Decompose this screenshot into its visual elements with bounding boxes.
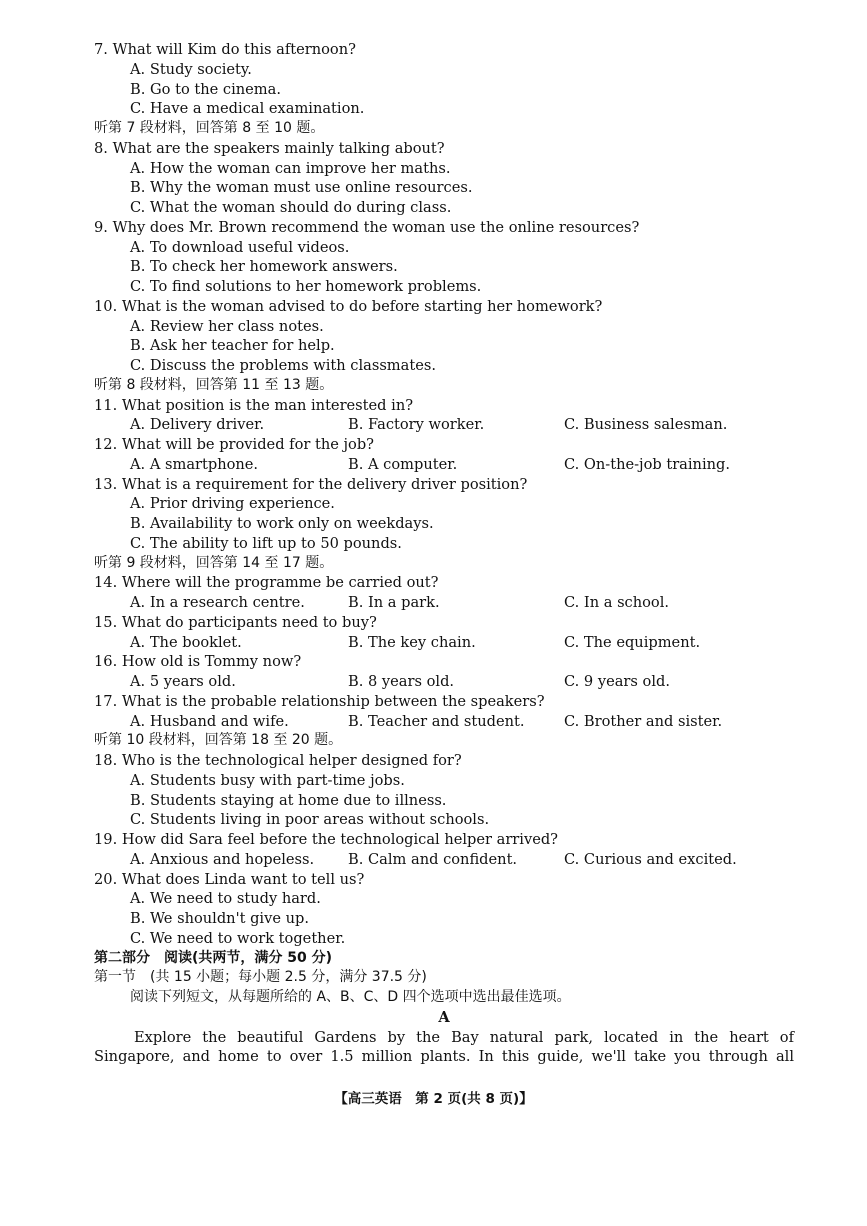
q19-option-a: A. Anxious and hopeless. bbox=[130, 850, 315, 868]
q9-option-b: B. To check her homework answers. bbox=[130, 258, 398, 276]
question-16: 16. How old is Tommy now? bbox=[94, 653, 302, 671]
q11-option-b: B. Factory worker. bbox=[348, 416, 485, 434]
question-20: 20. What does Linda want to tell us? bbox=[94, 870, 365, 888]
q11-option-a: A. Delivery driver. bbox=[130, 416, 265, 434]
passage-label: A bbox=[438, 1008, 450, 1026]
q20-option-a: A. We need to study hard. bbox=[130, 890, 321, 908]
q13-option-b: B. Availability to work only on weekdays. bbox=[130, 515, 434, 532]
question-12: 12. What will be provided for the job? bbox=[94, 436, 374, 453]
section-10-heading: 听第 10 段材料，回答第 18 至 20 题。 bbox=[94, 732, 343, 749]
q15-option-a: A. The booklet. bbox=[130, 633, 242, 651]
q19-options bbox=[94, 850, 794, 870]
q14-option-a: A. In a research centre. bbox=[130, 594, 305, 611]
question-14: 14. Where will the programme be carried out? bbox=[94, 574, 439, 592]
q18-option-a: A. Students busy with part-time jobs. bbox=[130, 771, 405, 789]
reading-instructions: 阅读下列短文，从每题所给的 A、B、C、D 四个选项中选出最佳选项。 bbox=[130, 989, 571, 1005]
passage-line-1: Explore the beautiful Gardens by the Bay natural park, located in the heart of bbox=[134, 1028, 794, 1046]
q17-option-a: A. Husband and wife. bbox=[130, 712, 289, 730]
q13-option-c: C. The ability to lift up to 50 pounds. bbox=[130, 534, 402, 552]
q14-option-b: B. In a park. bbox=[348, 594, 440, 611]
q10-option-c: C. Discuss the problems with classmates. bbox=[130, 357, 436, 374]
q15-option-b: B. The key chain. bbox=[348, 633, 476, 651]
q16-option-c: C. 9 years old. bbox=[564, 673, 670, 690]
question-19: 19. How did Sara feel before the technological helper arrived? bbox=[94, 831, 558, 848]
question-8: 8. What are the speakers mainly talking about? bbox=[94, 139, 445, 157]
exam-content bbox=[94, 40, 794, 1067]
q19-option-c: C. Curious and excited. bbox=[564, 850, 737, 868]
question-13: 13. What is a requirement for the delivery driver position? bbox=[94, 475, 528, 493]
q18-option-b: B. Students staying at home due to illness. bbox=[130, 791, 447, 809]
q7-option-b: B. Go to the cinema. bbox=[130, 80, 281, 98]
q13-option-a: A. Prior driving experience. bbox=[130, 495, 335, 513]
q12-option-c: C. On-the-job training. bbox=[564, 455, 730, 473]
section-one-heading: 第一节 (共 15 小题；每小题 2.5 分，满分 37.5 分) bbox=[94, 969, 427, 986]
question-15: 15. What do participants need to buy? bbox=[94, 613, 377, 631]
question-10: 10. What is the woman advised to do before starting her homework? bbox=[94, 297, 603, 315]
passage-line-2: Singapore, and home to over 1.5 million plants. In this guide, we'll take you through all bbox=[94, 1048, 794, 1066]
part-two-heading: 第二部分 阅读(共两节，满分 50 分) bbox=[94, 949, 333, 966]
q17-option-b: B. Teacher and student. bbox=[348, 712, 525, 730]
q16-option-b: B. 8 years old. bbox=[348, 673, 455, 690]
q10-option-b: B. Ask her teacher for help. bbox=[130, 337, 335, 355]
q16-option-a: A. 5 years old. bbox=[130, 673, 236, 690]
q19-option-b: B. Calm and confident. bbox=[348, 850, 518, 868]
q20-option-b: B. We shouldn't give up. bbox=[130, 910, 309, 927]
section-9-heading: 听第 9 段材料，回答第 14 至 17 题。 bbox=[94, 554, 334, 571]
q16-options bbox=[94, 672, 794, 692]
question-17: 17. What is the probable relationship between the speakers? bbox=[94, 692, 545, 710]
q18-option-c: C. Students living in poor areas without schools. bbox=[130, 811, 490, 829]
q8-option-a: A. How the woman can improve her maths. bbox=[130, 159, 451, 177]
q15-option-c: C. The equipment. bbox=[564, 633, 701, 651]
section-7-heading: 听第 7 段材料，回答第 8 至 10 题。 bbox=[94, 120, 325, 136]
q9-option-a: A. To download useful videos. bbox=[130, 238, 350, 256]
question-7: 7. What will Kim do this afternoon? bbox=[94, 41, 356, 58]
q12-option-a: A. A smartphone. bbox=[130, 455, 259, 473]
q17-options bbox=[94, 712, 794, 732]
page-footer: 【高三英语 第 2 页(共 8 页)】 bbox=[334, 1091, 533, 1107]
q7-option-a: A. Study society. bbox=[130, 60, 252, 78]
q7-option-c: C. Have a medical examination. bbox=[130, 100, 365, 118]
q15-options bbox=[94, 633, 794, 653]
q8-option-c: C. What the woman should do during class. bbox=[130, 199, 452, 216]
q9-option-c: C. To find solutions to her homework problems. bbox=[130, 278, 482, 295]
q17-option-c: C. Brother and sister. bbox=[564, 712, 723, 730]
q10-option-a: A. Review her class notes. bbox=[130, 317, 324, 335]
section-8-heading: 听第 8 段材料，回答第 11 至 13 题。 bbox=[94, 376, 334, 393]
question-9: 9. Why does Mr. Brown recommend the woman use the online resources? bbox=[94, 218, 640, 236]
q20-option-c: C. We need to work together. bbox=[130, 929, 346, 947]
q12-option-b: B. A computer. bbox=[348, 455, 458, 473]
q14-option-c: C. In a school. bbox=[564, 594, 670, 611]
q11-option-c: C. Business salesman. bbox=[564, 416, 728, 434]
question-18: 18. Who is the technological helper designed for? bbox=[94, 752, 462, 769]
q12-options bbox=[94, 455, 794, 475]
question-11: 11. What position is the man interested in? bbox=[94, 396, 414, 414]
q11-options bbox=[94, 415, 794, 435]
q8-option-b: B. Why the woman must use online resources. bbox=[130, 179, 473, 197]
q14-options bbox=[94, 593, 794, 613]
